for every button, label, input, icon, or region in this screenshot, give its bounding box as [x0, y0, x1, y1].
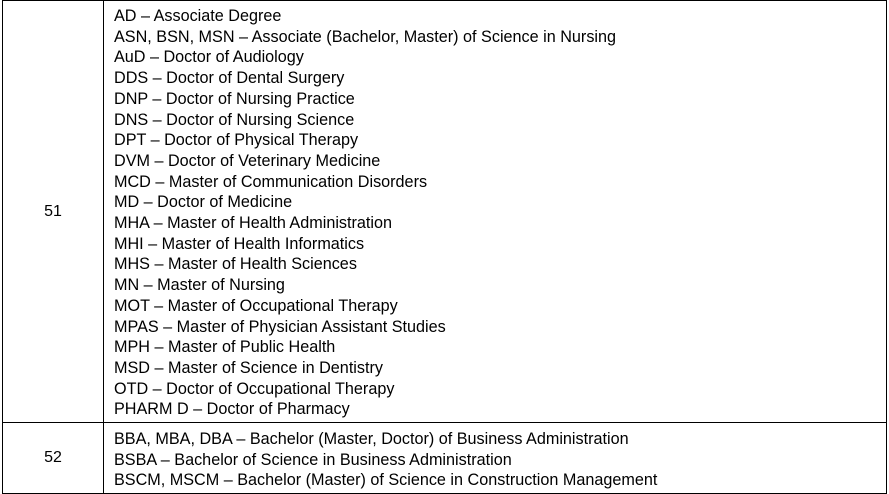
degree-list-cell — [104, 1, 887, 423]
row-number-cell: 52 — [3, 423, 104, 494]
degree-entry: DNP – Doctor of Nursing Practice — [114, 89, 355, 108]
degree-entry: MD – Doctor of Medicine — [114, 193, 293, 212]
degree-entry: BBA, MBA, DBA – Bachelor (Master, Doctor) of Business Administration — [114, 430, 629, 449]
degree-entry: MSD – Master of Science in Dentistry — [114, 358, 383, 377]
degree-entry: OTD – Doctor of Occupational Therapy — [114, 379, 395, 398]
degree-entry: AuD – Doctor of Audiology — [114, 48, 304, 67]
degree-entry: MHS – Master of Health Sciences — [114, 255, 357, 274]
degree-list-cell — [104, 423, 887, 494]
degree-entry: DVM – Doctor of Veterinary Medicine — [114, 151, 381, 170]
degree-entry: MCD – Master of Communication Disorders — [114, 172, 428, 191]
degree-entry: BSCM, MSCM – Bachelor (Master) of Science in Construction Management — [114, 471, 658, 490]
degree-entry: DDS – Doctor of Dental Surgery — [114, 69, 345, 88]
degree-entry: MPAS – Master of Physician Assistant Studies — [114, 317, 446, 336]
degree-abbreviations-table — [2, 0, 887, 494]
table-row — [3, 423, 887, 494]
row-number-cell: 51 — [3, 1, 104, 423]
degree-entry: ASN, BSN, MSN – Associate (Bachelor, Master) of Science in Nursing — [114, 27, 617, 46]
degree-entry: MHA – Master of Health Administration — [114, 214, 392, 233]
degree-entry: AD – Associate Degree — [114, 7, 282, 25]
degree-entry: BSBA – Bachelor of Science in Business Administration — [114, 450, 512, 469]
degree-entry: DNS – Doctor of Nursing Science — [114, 110, 355, 129]
degree-list — [114, 6, 886, 420]
degree-entry: PHARM D – Doctor of Pharmacy — [114, 400, 350, 419]
table-row — [3, 1, 887, 423]
degree-entry: MHI – Master of Health Informatics — [114, 234, 365, 253]
degree-list — [114, 429, 886, 491]
degree-entry: MN – Master of Nursing — [114, 276, 285, 295]
degree-entry: MPH – Master of Public Health — [114, 338, 336, 357]
degree-entry: MOT – Master of Occupational Therapy — [114, 296, 398, 315]
degree-entry: DPT – Doctor of Physical Therapy — [114, 131, 359, 150]
